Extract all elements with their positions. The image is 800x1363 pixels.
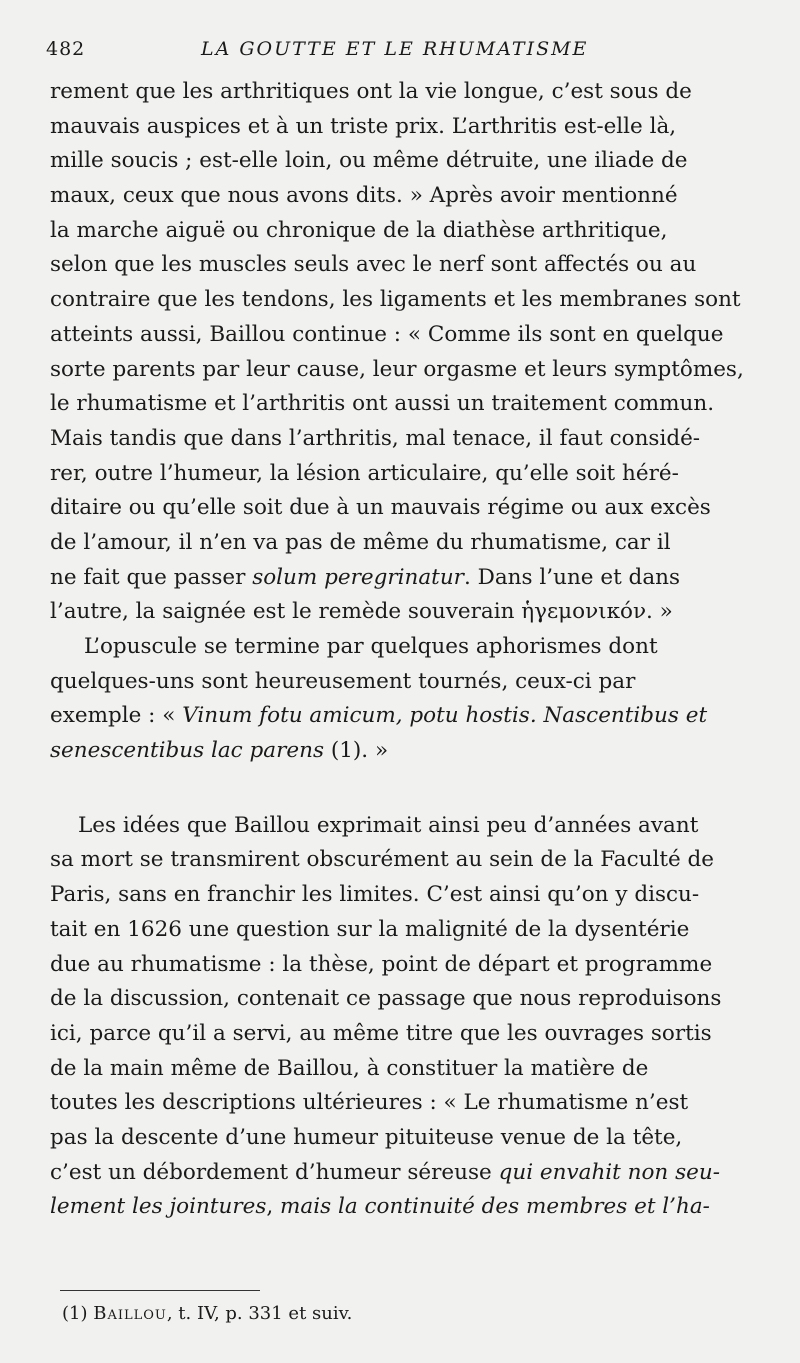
text-line: tait en 1626 une question sur la malignité de la dysentérie <box>50 916 690 942</box>
page-header <box>46 38 760 72</box>
footnote-citation: , t. IV, p. 331 et suiv. <box>166 1303 353 1324</box>
text-line: L’opuscule se termine par quelques aphorismes dont <box>84 634 658 659</box>
text-line: ditaire ou qu’elle soit due à un mauvais régime ou aux excès <box>50 495 711 521</box>
italic-span: qui envahit non seu- <box>498 1159 720 1185</box>
text-line <box>50 734 765 769</box>
text-line: atteints aussi, Baillou continue : « Comme ils sont en quelque <box>50 321 724 347</box>
text-span: . Dans l’une et dans <box>463 564 681 590</box>
latin-aphorism: senescentibus lac parens <box>50 738 324 764</box>
text-line: maux, ceux que nous avons dits. » Après avoir mentionné <box>50 183 678 209</box>
text-line: rement que les arthritiques ont la vie longue, c’est sous de <box>50 79 692 104</box>
italic-span: lement les jointures <box>50 1194 267 1220</box>
text-line: de l’amour, il n’en va pas de même du rhumatisme, car il <box>50 529 671 555</box>
text-line: l’autre, la saignée est le remède souverain ἡγεμονικόν. » <box>50 599 673 625</box>
footnote-marker: (1) <box>62 1303 94 1324</box>
text-line <box>50 699 765 734</box>
footnote-rule <box>60 1290 260 1291</box>
text-line: pas la descente d’une humeur pituiteuse venue de la tête, <box>50 1124 683 1150</box>
text-line: le rhumatisme et l’arthritis ont aussi un traitement commun. <box>50 391 715 417</box>
text-line: la marche aiguë ou chronique de la diathèse arthritique, <box>50 217 668 243</box>
running-title: LA GOUTTE ET LE RHUMATISME <box>201 38 589 60</box>
text-span: c’est un débordement d’humeur séreuse <box>50 1159 499 1185</box>
text-line: rer, outre l’humeur, la lésion articulaire, qu’elle soit héré- <box>50 460 679 486</box>
text-line: contraire que les tendons, les ligaments et les membranes sont <box>50 287 741 313</box>
text-line <box>50 1156 765 1191</box>
body-text <box>50 75 765 1225</box>
text-line <box>50 561 765 596</box>
text-line: mauvais auspices et à un triste prix. L’arthritis est-elle là, <box>50 113 677 139</box>
text-line: due au rhumatisme : la thèse, point de départ et programme <box>50 951 713 977</box>
page-number: 482 <box>46 38 86 60</box>
text-span: exemple : « <box>50 703 183 729</box>
latin-aphorism: Vinum fotu amicum, potu hostis. Nascentibus et <box>182 703 708 729</box>
text-span: ne fait que passer <box>50 564 253 590</box>
text-line: de la discussion, contenait ce passage que nous reproduisons <box>50 986 722 1012</box>
footnote <box>62 1303 352 1324</box>
text-span: (1). » <box>324 738 389 764</box>
text-line: sorte parents par leur cause, leur orgasme et leurs symptômes, <box>50 356 744 382</box>
text-line: de la main même de Baillou, à constituer la matière de <box>50 1055 649 1081</box>
paragraph-gap <box>50 769 765 809</box>
text-line: sa mort se transmirent obscurément au sein de la Faculté de <box>50 847 715 873</box>
text-line: Mais tandis que dans l’arthritis, mal tenace, il faut considé- <box>50 425 701 451</box>
text-line: Les idées que Baillou exprimait ainsi peu d’années avant <box>78 812 699 838</box>
italic-span: mais la continuité des membres et l’ha- <box>280 1194 710 1220</box>
text-span: , <box>266 1194 281 1220</box>
text-line: ici, parce qu’il a servi, au même titre que les ouvrages sortis <box>50 1020 712 1046</box>
text-line: toutes les descriptions ultérieures : « Le rhumatisme n’est <box>50 1090 689 1116</box>
text-line: mille soucis ; est-elle loin, ou même détruite, une iliade de <box>50 148 688 174</box>
text-line <box>50 1190 765 1225</box>
text-line: quelques-uns sont heureusement tournés, ceux-ci par <box>50 668 636 694</box>
text-line: Paris, sans en franchir les limites. C’est ainsi qu’on y discu- <box>50 882 700 908</box>
latin-phrase: solum peregrinatur <box>252 564 464 590</box>
text-line: selon que les muscles seuls avec le nerf sont affectés ou au <box>50 252 697 278</box>
footnote-author: Baillou <box>93 1303 167 1324</box>
